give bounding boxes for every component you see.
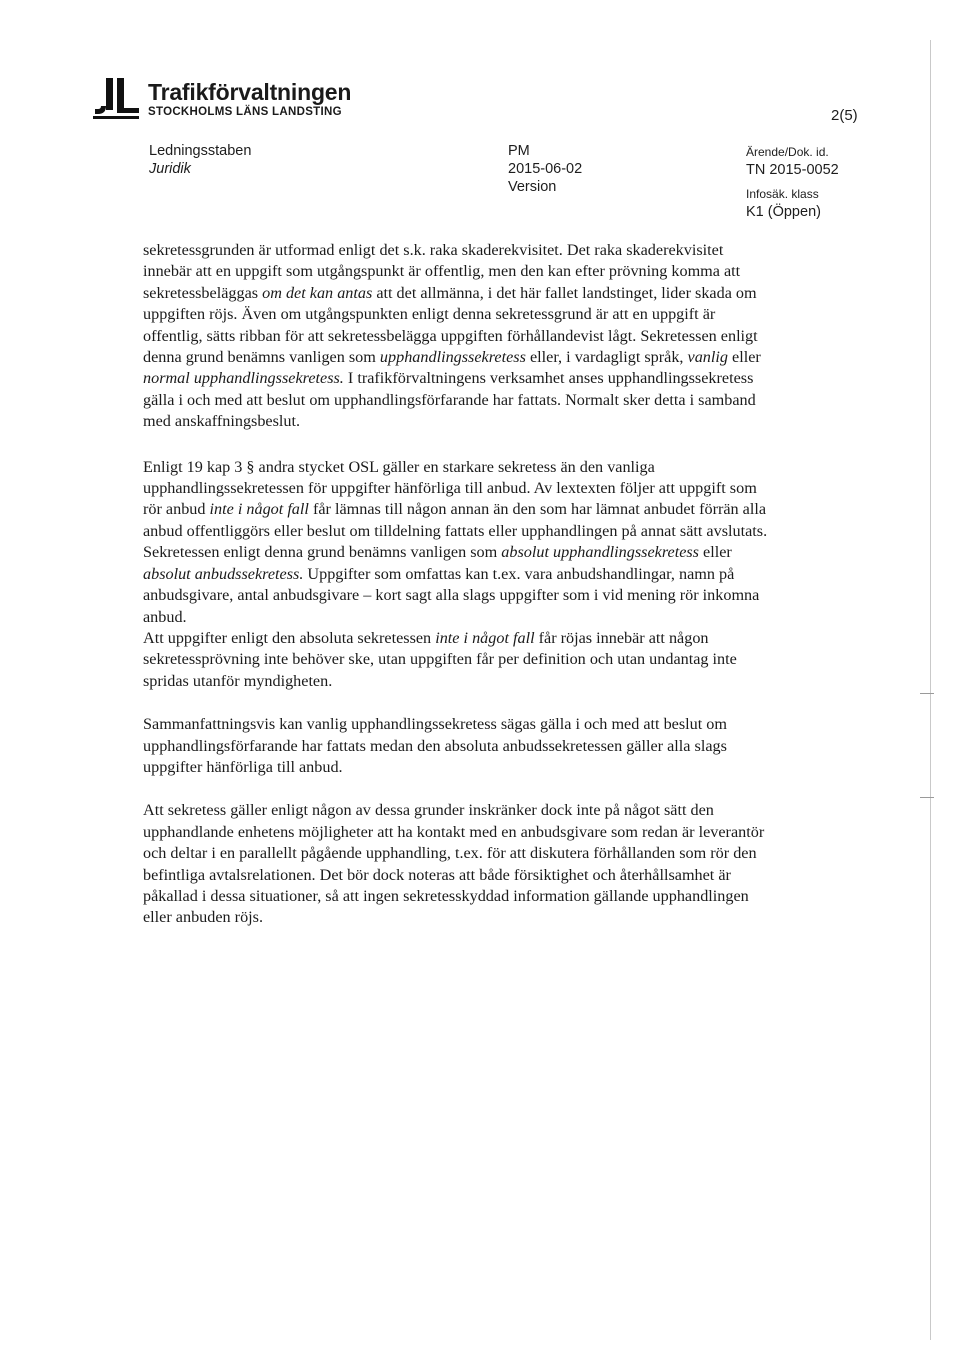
emphasis: vanlig (687, 348, 728, 367)
emphasis: upphandlingssekretess (379, 348, 526, 367)
text-run: Uppgifter som omfattas kan t.ex. vara anbudshandlingar, namn på anbudsgivare, antal anbudsgivare – kort sagt alla slags uppgifter som i vid mening rör inkomna anbud. (143, 564, 760, 626)
paragraph-1 (143, 240, 773, 433)
brand-subtitle: STOCKHOLMS LÄNS LANDSTING (148, 106, 342, 118)
class-label: Infosäk. klass (746, 187, 819, 201)
text-run: eller (728, 348, 761, 367)
text-run: skaderekvisitet innebär att en uppgift som utgångspunkt är offentlig, men den (143, 241, 724, 281)
text-run: Att uppgifter enligt den absoluta sekretessen (143, 628, 436, 647)
text-run: eller (699, 543, 732, 562)
text-run: att det allmänna, i det här fallet landstinget, lider skada om uppgiften röjs. Även om utgångspunkten enligt denna sekretessgrund är att en uppgift är offentlig, sätts ribban för att sekretessbelägga uppgiften förhållandevist lågt. Sekretessen enligt denna grund benämns vanligen som (143, 283, 758, 367)
text-run: Enligt 19 kap 3 § andra stycket OSL gäller en starkare sekretess än den vanliga upphandlingssekretessen för uppgifter hänförliga till anbud. Av lextexten följer att uppgift som rör anbud (143, 457, 757, 519)
department: Ledningsstaben (149, 143, 252, 159)
text-run: kan efter prövning komma att sekretessbeläggas (143, 262, 741, 302)
margin-mark (920, 797, 934, 798)
emphasis: om det kan antas (262, 283, 373, 302)
ref-label: Ärende/Dok. id. (746, 145, 829, 159)
doc-date: 2015-06-02 (508, 161, 583, 177)
header-department-block (149, 142, 251, 178)
sll-logo-icon (93, 76, 141, 120)
header-doc-block (508, 142, 582, 196)
paragraph-3 (143, 628, 773, 692)
text-run: får lämnas till någon annan än den som har lämnat anbudet förrän alla anbud offentliggörs eller beslut om tilldelning fattats eller upphandlingen på annat sätt avslutats. Sekretessen enligt denna grund benämns vanligen som (143, 500, 768, 562)
page-number: 2(5) (831, 107, 858, 124)
brand-name: Trafikförvaltningen (148, 79, 352, 105)
emphasis: absolut anbudssekretess. (143, 564, 304, 583)
page-edge-line (930, 40, 931, 1340)
unit: Juridik (149, 161, 191, 177)
paragraph-5: Att sekretess gäller enligt någon av dessa grunder inskränker dock inte på något sätt den upphandlande enhetens möjligheter att ha kontakt med en anbudsgivare som redan är leverantör och deltar i en parallellt pågående upphandling, t.ex. för att diskutera förhållanden som rör den befintliga avtalsrelationen. Det bör dock noteras att både försiktighet och återhållsamhet är påkallad i dessa situationer, så att ingen sekretesskyddad information gällande upphandlingen eller anbuden röjs. (143, 801, 765, 927)
text-run: eller, i vardagligt språk, (525, 348, 688, 367)
header-ref-block (746, 143, 839, 221)
paragraph-2 (143, 457, 773, 628)
document-body (143, 240, 773, 929)
text-run: sekretessgrunden är utformad enligt det s.k. raka skaderekvisitet. Det raka (143, 241, 623, 259)
version-label: Version (508, 179, 557, 195)
emphasis: normal upphandlingssekretess. (143, 369, 344, 388)
text-run: I trafikförvaltningens verksamhet anses upphandlingssekretess gälla i och med att beslut om upphandlingsförfarande har fattats. Normalt sker detta i samband med anskaffningsbeslut. (143, 369, 756, 431)
emphasis: inte i något fall (435, 628, 535, 647)
doc-type: PM (508, 143, 530, 159)
paragraph-4: Sammanfattningsvis kan vanlig upphandlingssekretess sägas gälla i och med att beslut om upphandlingsförfarande har fattats medan den absoluta anbudssekretessen gäller alla slags uppgifter hänförliga till anbud. (143, 715, 727, 776)
class-value: K1 (Öppen) (746, 204, 821, 220)
emphasis: inte i något fall (209, 500, 309, 519)
margin-mark (920, 693, 934, 694)
emphasis: absolut upphandlingssekretess (501, 543, 699, 562)
text-run: får röjas innebär att någon sekretessprövning inte behöver ske, utan uppgiften får per definition och utan undantag inte spridas utanför myndigheten. (143, 628, 737, 690)
ref-value: TN 2015-0052 (746, 162, 839, 178)
